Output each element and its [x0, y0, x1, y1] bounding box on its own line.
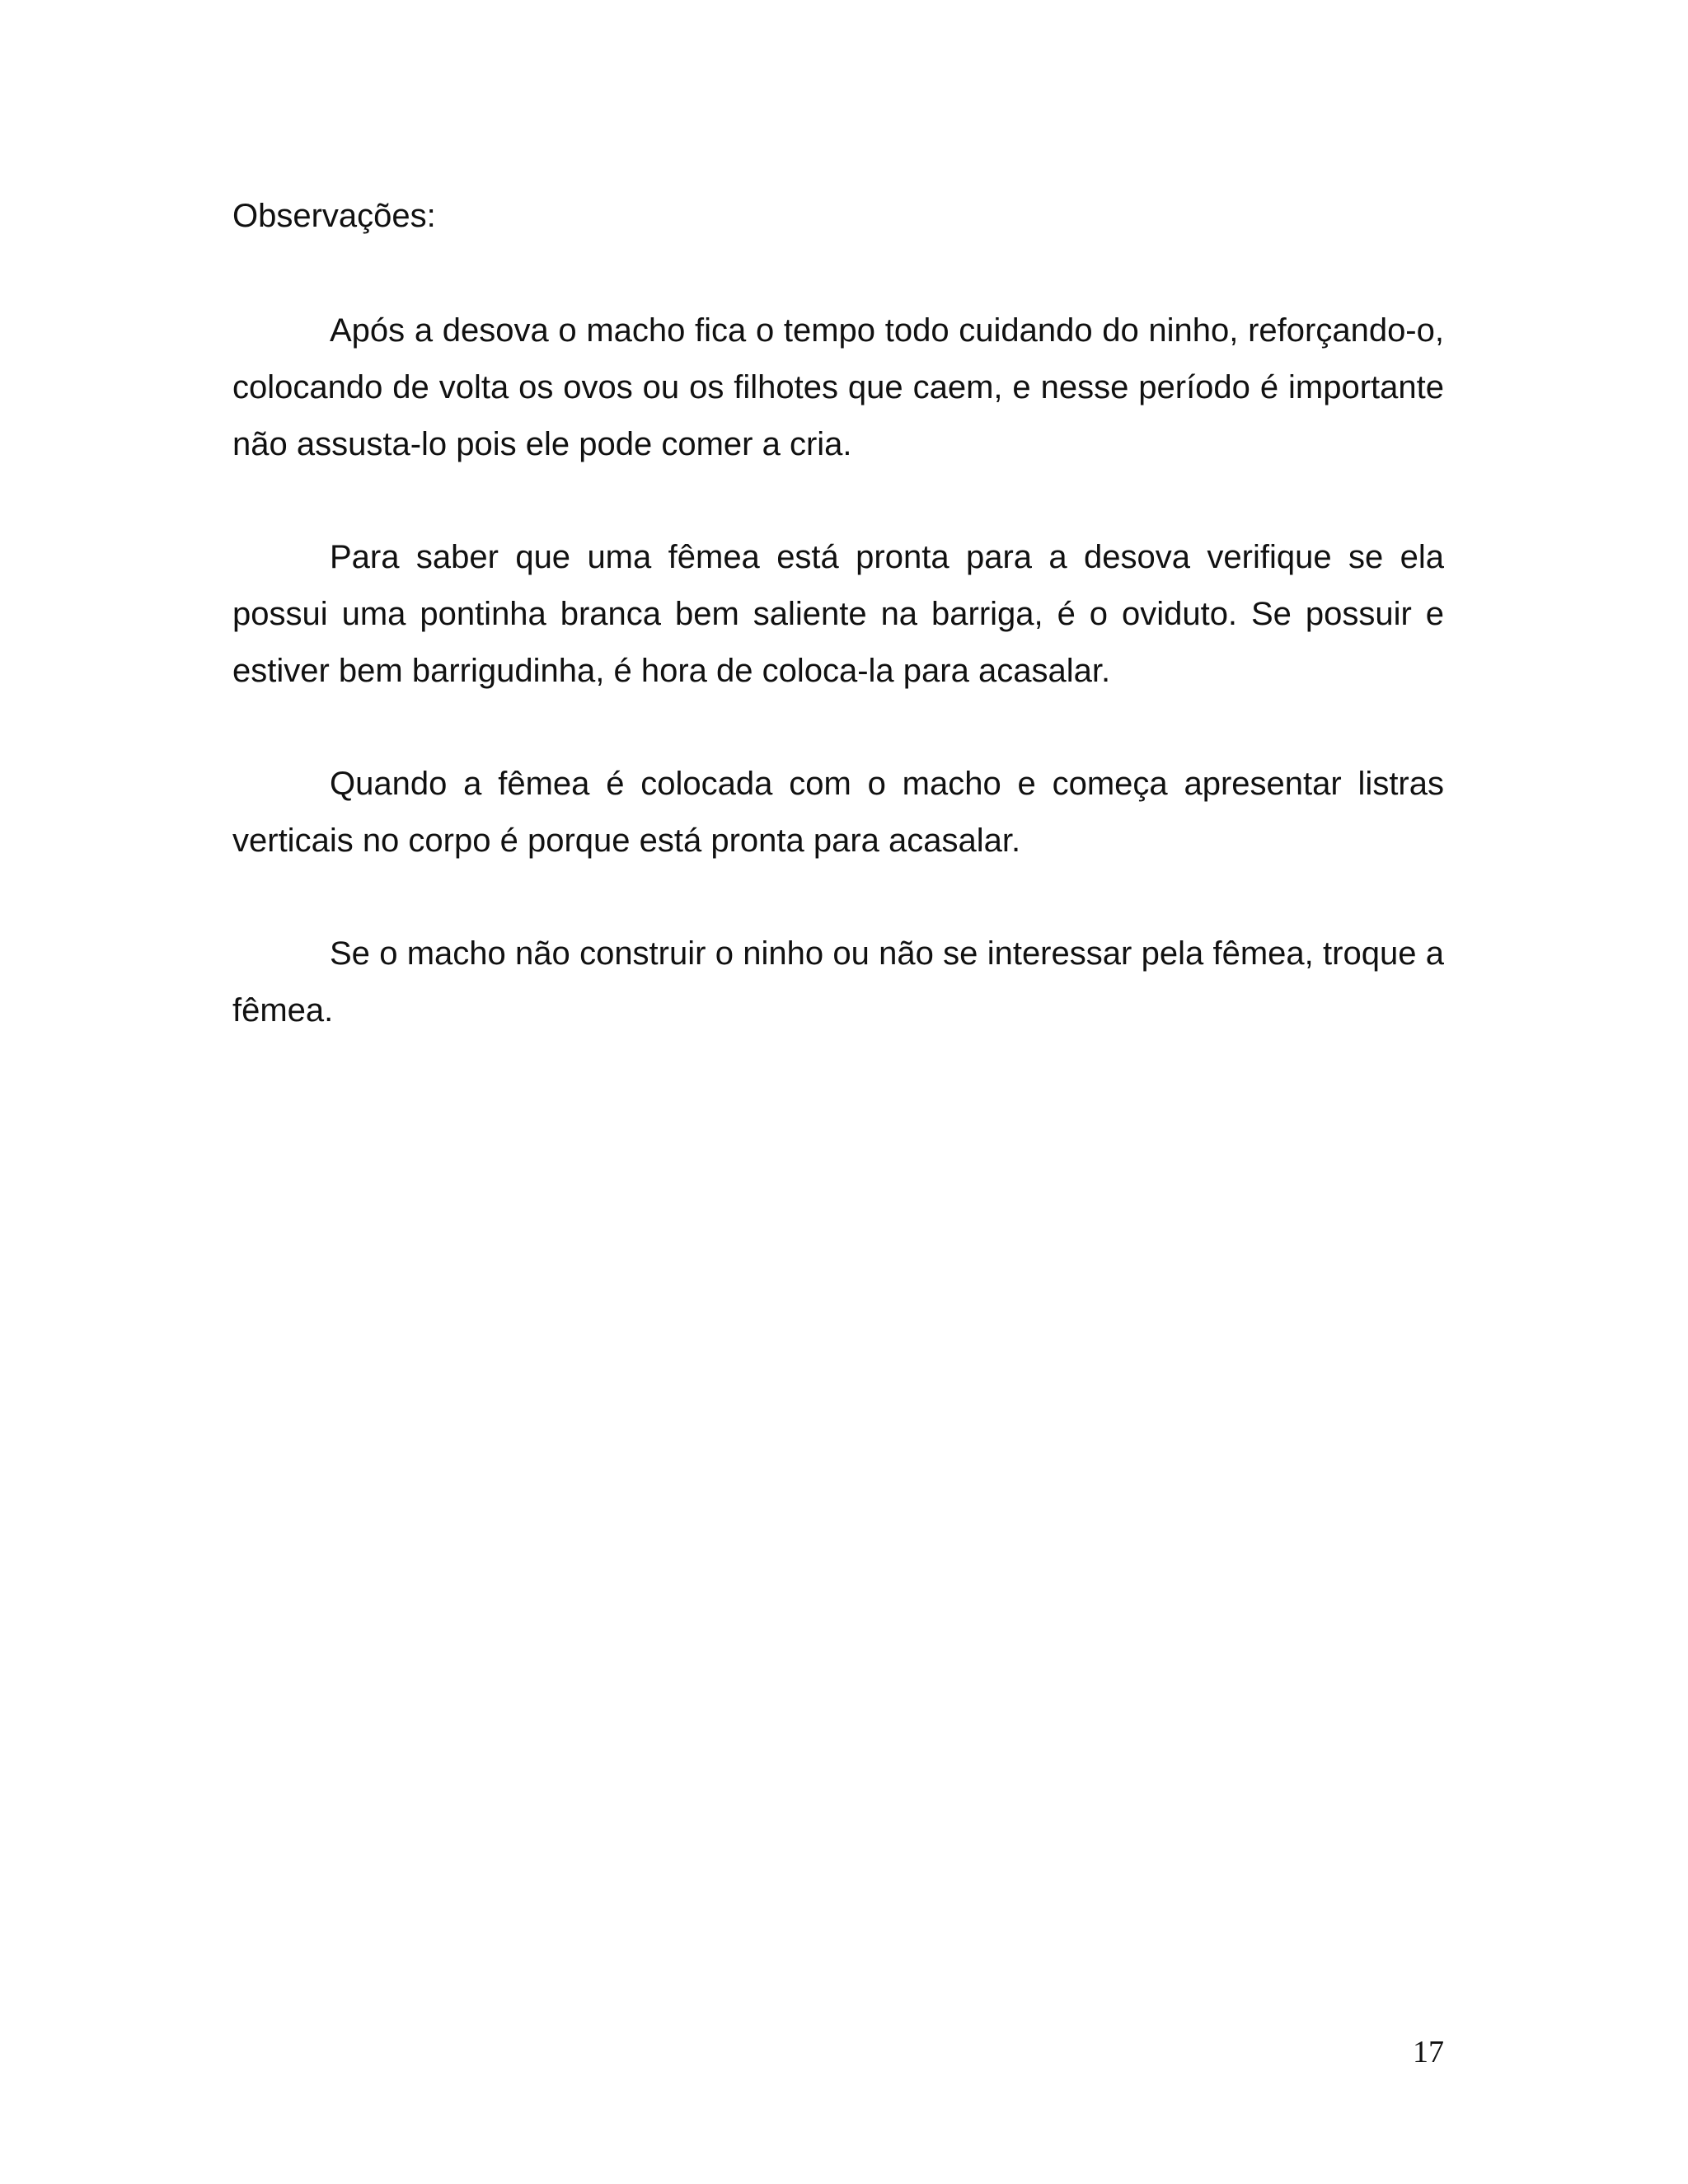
- section-heading: Observações:: [232, 198, 436, 234]
- paragraph-3: Quando a fêmea é colocada com o macho e começa apresentar listras verticais no corpo é porque está pronta para acasalar.: [232, 766, 1444, 859]
- paragraph-2: Para saber que uma fêmea está pronta para a desova verifique se ela possui uma pontinha branca bem saliente na barriga, é o oviduto. Se possuir e estiver bem barrigudinha, é hora de coloca-la para acasalar.: [232, 539, 1444, 689]
- page-body: [232, 188, 1444, 1095]
- paragraph-4: Se o macho não construir o ninho ou não se interessar pela fêmea, troque a fêmea.: [232, 935, 1444, 1029]
- paragraph-1: Após a desova o macho fica o tempo todo cuidando do ninho, reforçando-o, colocando de volta os ovos ou os filhotes que caem, e nesse período é importante não assusta-lo pois ele pode comer a cria.: [232, 312, 1444, 462]
- page-number: 17: [1413, 2035, 1444, 2069]
